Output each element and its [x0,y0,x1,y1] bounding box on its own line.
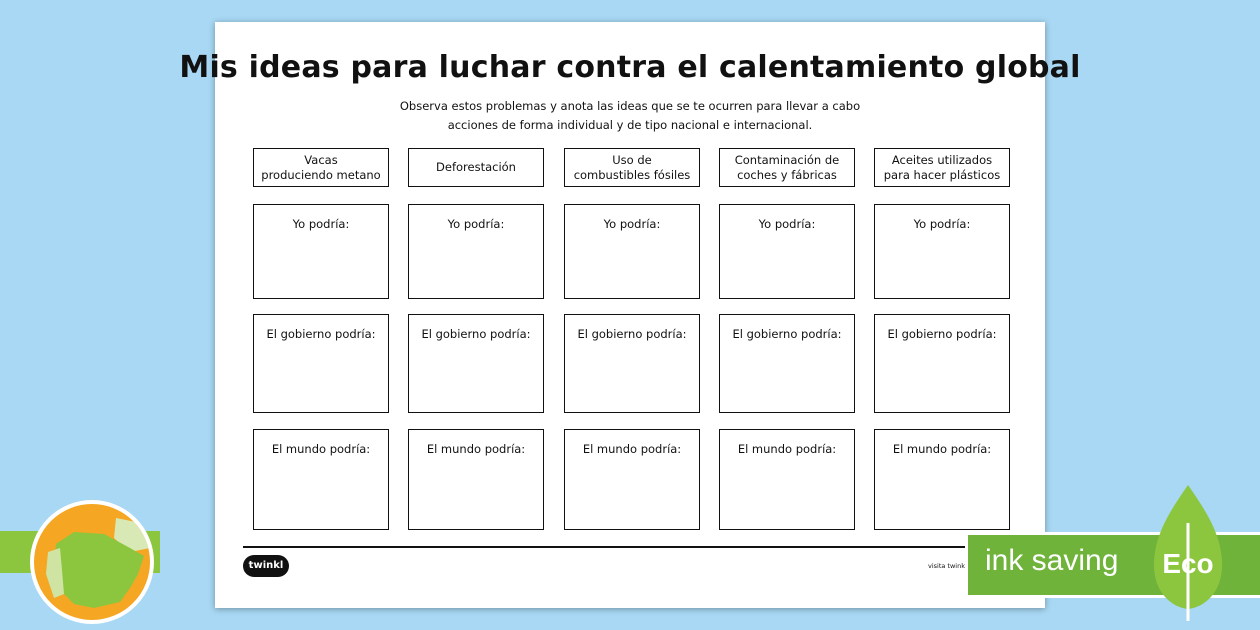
answer-box[interactable] [408,429,544,530]
problem-line-1: Vacas [304,152,338,167]
instructions-line-1: Observa estos problemas y anota las ideas que se te ocurren para llevar a cabo [399,99,861,113]
answer-box-label: El mundo podría: [737,442,837,456]
answer-box[interactable] [564,204,700,299]
worksheet-title: Mis ideas para luchar contra el calentamiento global [179,50,1081,85]
answer-box-label: Yo podría: [758,217,816,231]
instructions-line-2: acciones de forma individual y de tipo nacional e internacional. [447,118,813,132]
problem-header [253,148,389,187]
problem-line-2: combustibles fósiles [573,167,691,182]
answer-box-label: Yo podría: [292,217,350,231]
visit-text: visita twink [928,562,965,570]
answer-box-label: El gobierno podría: [266,327,376,341]
problem-header [719,148,855,187]
twinkl-logo: twinkl [243,555,289,577]
answer-box-label: El gobierno podría: [887,327,997,341]
answer-box[interactable] [874,314,1010,413]
answer-box[interactable] [874,429,1010,530]
answer-box[interactable] [719,314,855,413]
answer-box-label: El mundo podría: [426,442,526,456]
problem-line-2: produciendo metano [261,167,381,182]
problem-line-1: Aceites utilizados [891,152,993,167]
answer-box[interactable] [564,314,700,413]
answer-box[interactable] [253,314,389,413]
footer-divider [243,546,1045,548]
answer-box-label: El mundo podría: [582,442,682,456]
ink-saving-label: ink saving [985,544,1119,577]
eco-leaf-icon [1148,483,1228,623]
problem-line-1: Deforestación [436,160,516,174]
problem-header [564,148,700,187]
answer-box-label: El gobierno podría: [421,327,531,341]
answer-box[interactable] [253,429,389,530]
answer-box-label: El mundo podría: [271,442,371,456]
answer-box-label: El gobierno podría: [732,327,842,341]
problem-header [408,148,544,187]
answer-box-label: El gobierno podría: [577,327,687,341]
problem-line-2: para hacer plásticos [883,167,1001,182]
spain-map-badge [30,500,154,624]
answer-box[interactable] [719,204,855,299]
answer-box[interactable] [564,429,700,530]
answer-box-label: Yo podría: [603,217,661,231]
answer-box[interactable] [719,429,855,530]
answer-box-label: Yo podría: [913,217,971,231]
answer-box[interactable] [874,204,1010,299]
problem-line-2: coches y fábricas [737,167,837,182]
spain-map-icon [34,504,154,624]
eco-leaf-label: Eco [1162,548,1214,579]
problem-header [874,148,1010,187]
answer-box-label: Yo podría: [447,217,505,231]
answer-box[interactable] [253,204,389,299]
answer-box[interactable] [408,204,544,299]
answer-box-label: El mundo podría: [892,442,992,456]
answer-box[interactable] [408,314,544,413]
problem-line-1: Uso de [612,152,652,167]
problem-line-1: Contaminación de [734,152,840,167]
